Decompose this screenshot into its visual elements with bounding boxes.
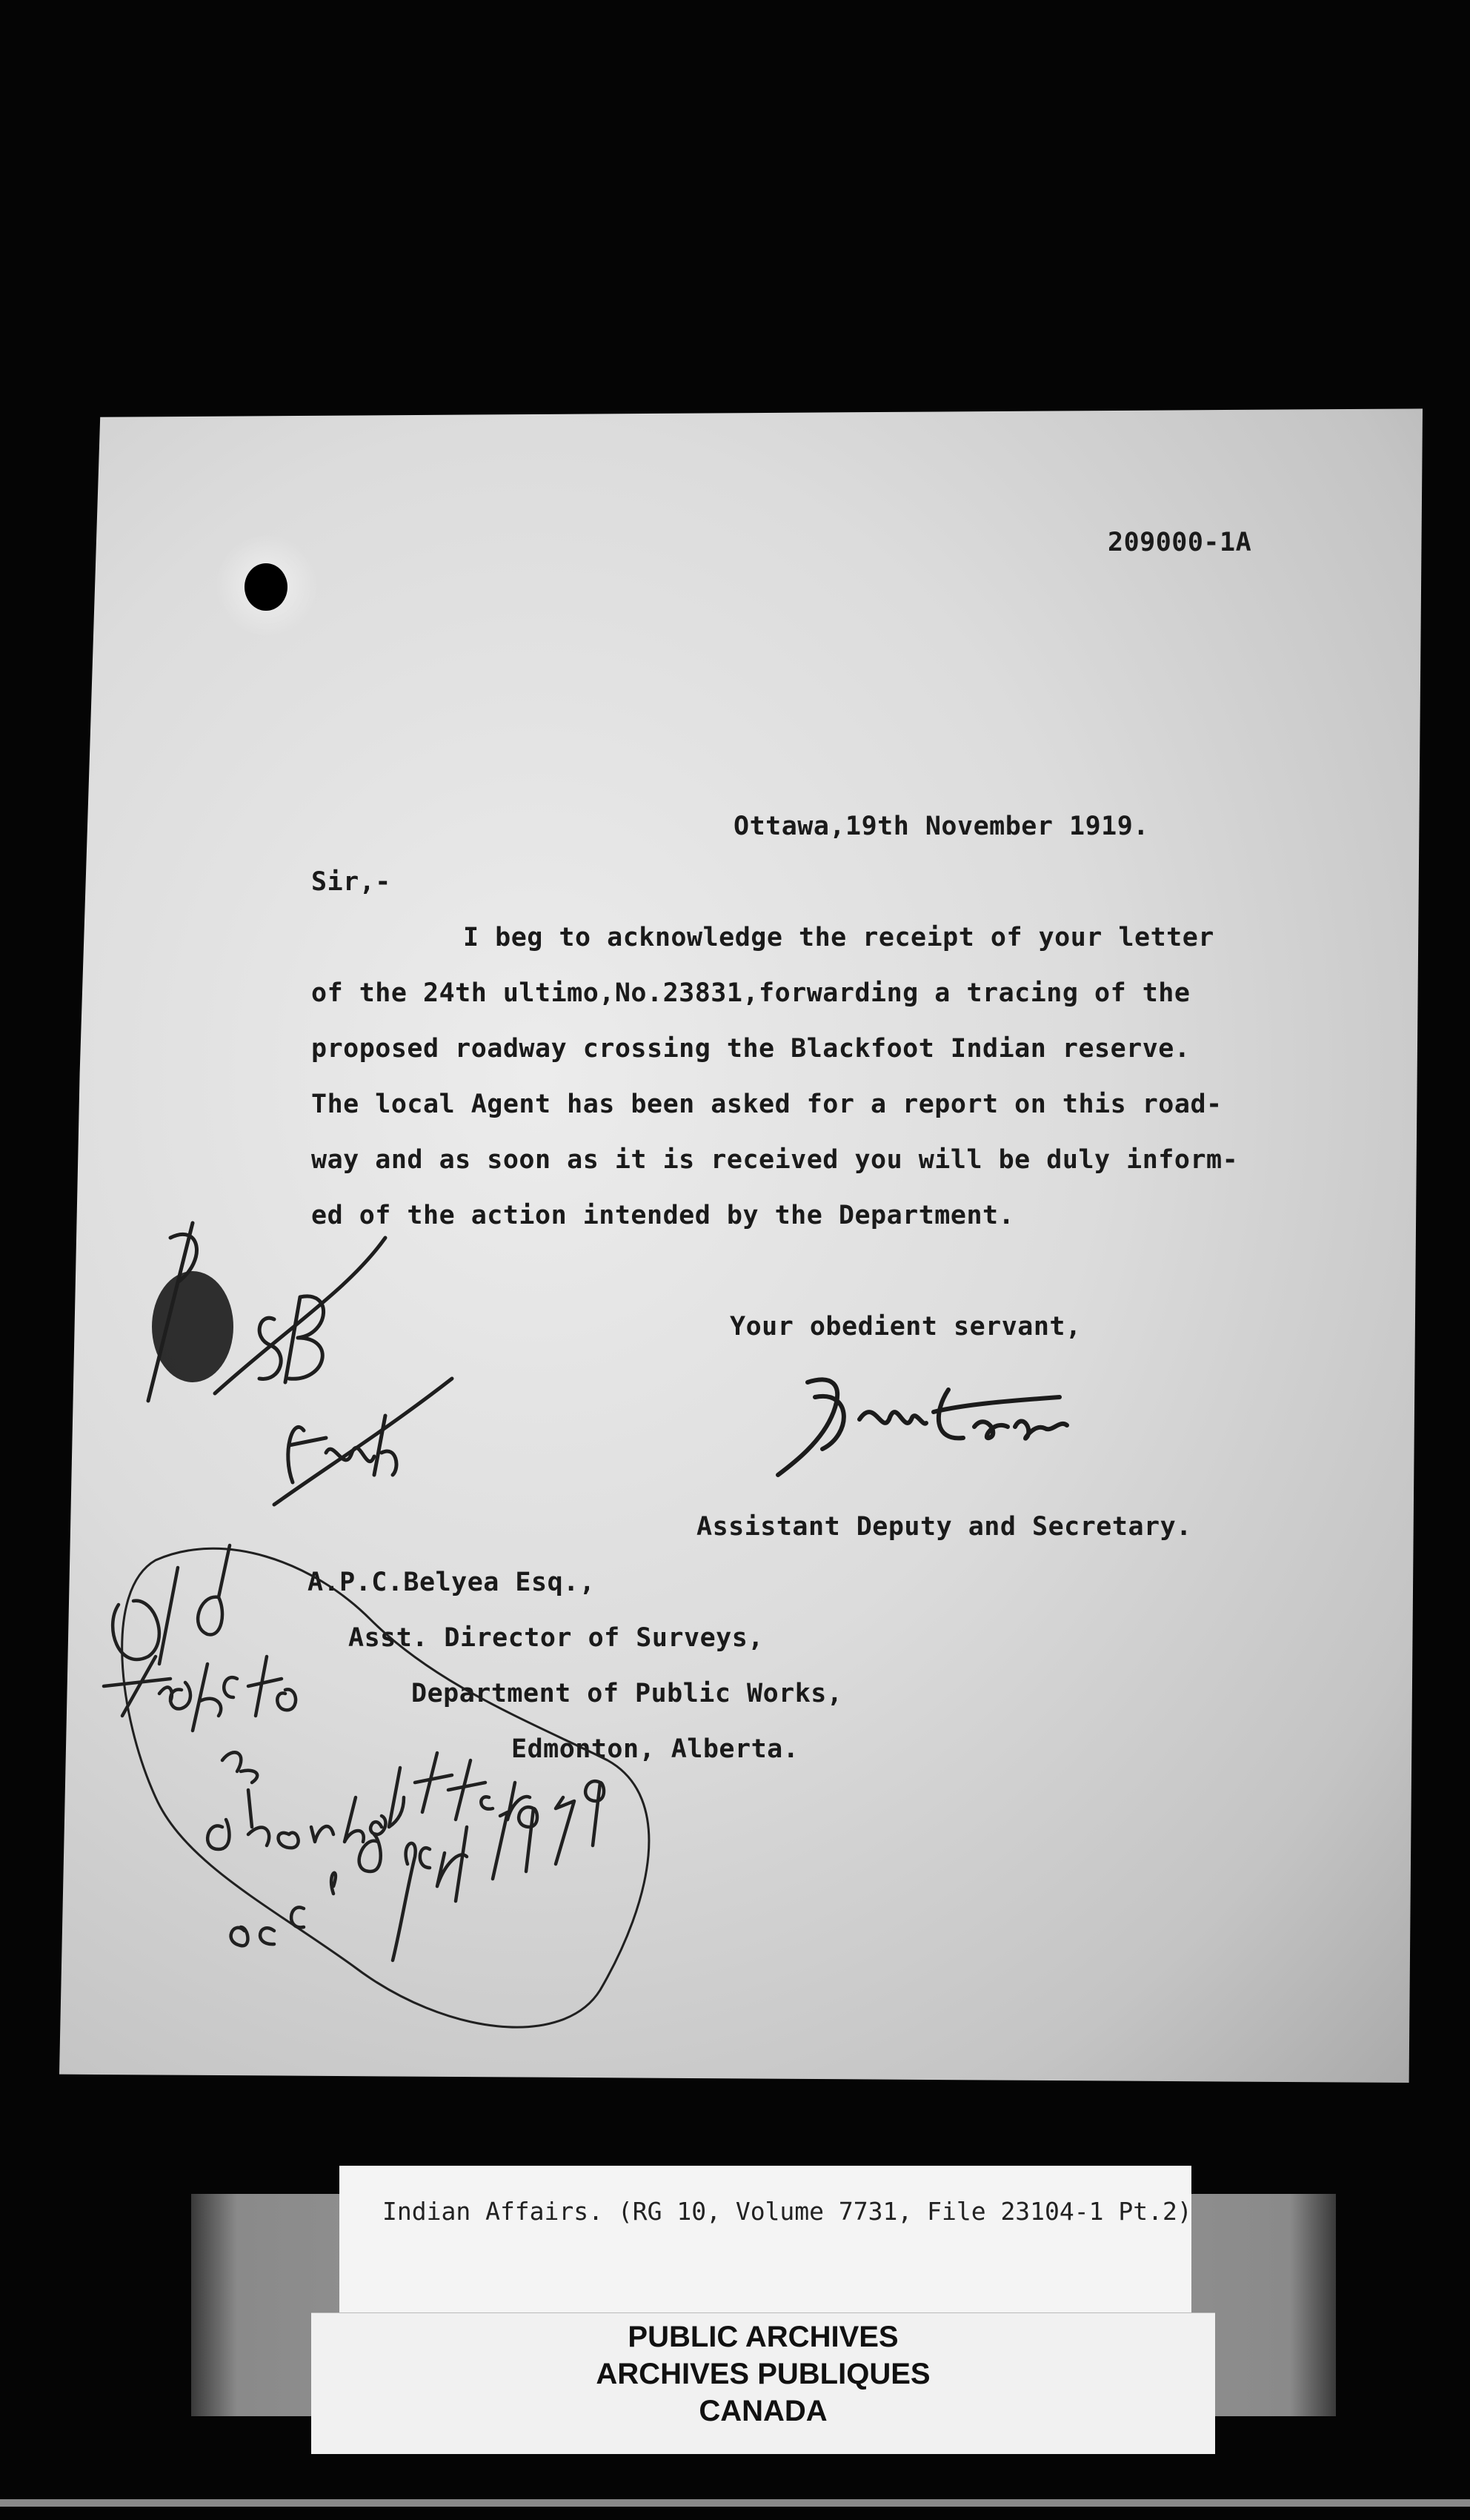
archive-stamp: [311, 2312, 1215, 2454]
archive-reference: Indian Affairs. (RG 10, Volume 7731, File 23104-1 Pt.2): [382, 2197, 1192, 2226]
body-line: I beg to acknowledge the receipt of your letter: [463, 923, 1214, 952]
signature: [763, 1367, 1082, 1479]
body-line: The local Agent has been asked for a report on this road-: [311, 1090, 1223, 1119]
body-line: ed of the action intended by the Department.: [311, 1201, 1015, 1230]
address-line: A.P.C.Belyea Esq.,: [307, 1568, 596, 1597]
address-line: Edmonton, Alberta.: [511, 1734, 799, 1764]
body-line: way and as soon as it is received you will be duly inform-: [311, 1145, 1239, 1175]
address-line: Department of Public Works,: [411, 1679, 843, 1708]
archive-stamp-line: ARCHIVES PUBLIQUES: [596, 2358, 931, 2390]
circled-note: [89, 1516, 667, 2049]
signer-title: Assistant Deputy and Secretary.: [696, 1512, 1192, 1542]
salutation: Sir,-: [311, 867, 391, 897]
body-line: proposed roadway crossing the Blackfoot Indian reserve.: [311, 1034, 1191, 1064]
closing: Your obedient servant,: [730, 1312, 1082, 1342]
reference-card: [339, 2166, 1191, 2314]
body-line: of the 24th ultimo,No.23831,forwarding a tracing of the: [311, 978, 1191, 1008]
punch-hole: [245, 563, 287, 611]
file-number: 209000-1A: [1108, 528, 1252, 557]
date-line: Ottawa,19th November 1919.: [734, 812, 1149, 841]
address-line: Asst. Director of Surveys,: [348, 1623, 764, 1653]
archive-stamp-line: PUBLIC ARCHIVES: [628, 2321, 899, 2353]
archive-stamp-line: CANADA: [699, 2395, 828, 2427]
film-edge: [0, 2499, 1470, 2507]
